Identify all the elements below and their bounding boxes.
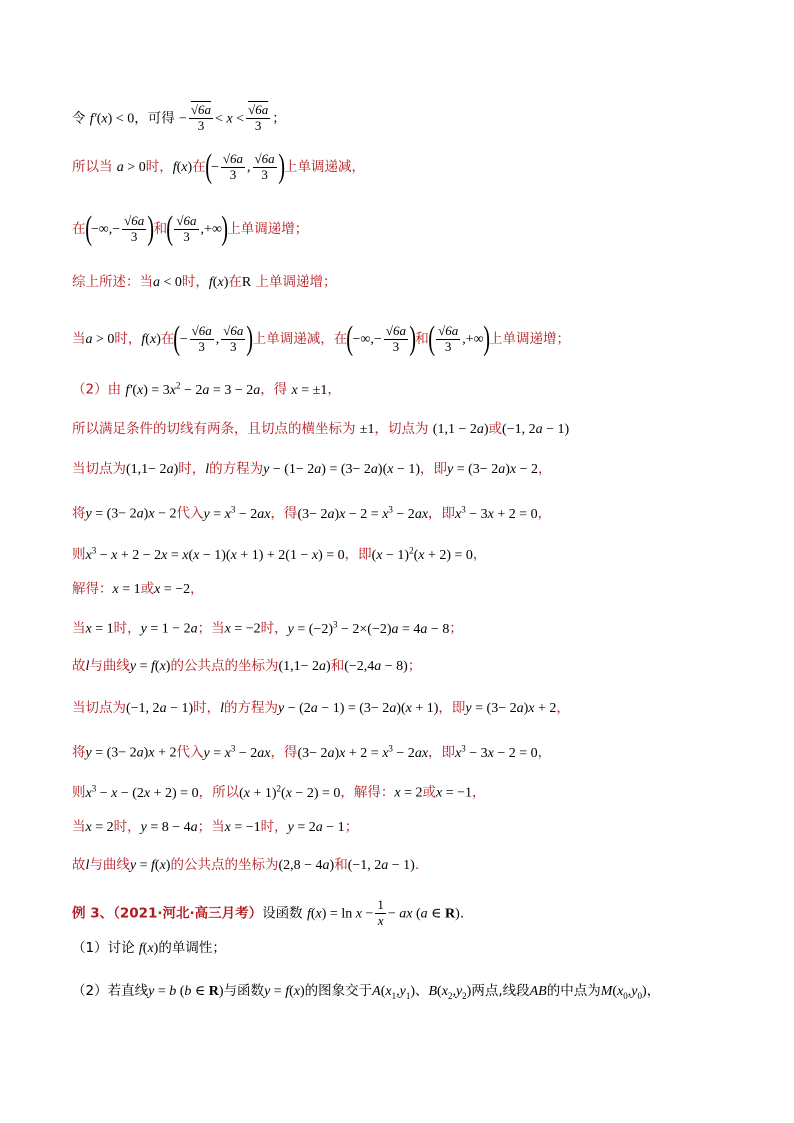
line-4: 综上所述：当a < 0时，f(x)在R 上单调递增； xyxy=(72,274,337,290)
line-18: 故l与曲线y = f(x)的公共点的坐标为(2,8 − 4a)和(−1, 2a − 1). xyxy=(72,857,420,873)
question-1: （1）讨论 f(x)的单调性； xyxy=(72,940,226,956)
line-2: 所以当 a > 0时，f(x)在(− $\frac{√6a}{3}$ , $\frac{√6a}{3}$ )上单调递减， xyxy=(72,148,365,185)
line-17: 当x = 2时，y = 8 − 4a；当x = −1时，y = 2a − 1； xyxy=(72,819,359,835)
line-1: 令 f′(x) < 0，可得 − $\frac{√6a}{3}$ < x < $\frac{√6a}{3}$ ； xyxy=(72,102,286,133)
line-6: （2）由 $f'(x) = 3x^2 - 2a = 3 - 2a$，得 x = ±1， xyxy=(72,380,341,398)
line-14: 当切点为(−1, 2a − 1)时，l的方程为y − (2a − 1) = (3− 2a)(x + 1)，即y = (3− 2a)x + 2， xyxy=(72,700,570,716)
line-13: 故l与曲线y = f(x)的公共点的坐标为(1,1− 2a)和(−2,4a − 8)； xyxy=(72,658,422,674)
line-12: 当x = 1时，y = 1 − 2a；当x = −2时，$y = (-2)^3 - 2\times(-2)a = 4a - 8$； xyxy=(72,619,463,637)
line-3: 在(−∞,− $\frac{√6a}{3}$ )和( $\frac{√6a}{3}$ ,+∞)上单调递增； xyxy=(72,210,309,247)
line-5: 当a > 0时，f(x)在(− $\frac{√6a}{3}$ , $\frac{√6a}{3}$ )上单调递减，在(−∞,− $\frac{√6a}{3}$ )和( $\frac{√6a}{3}$ ,+∞)上单调递增； xyxy=(72,320,570,357)
line-9: 将y = (3− 2a)x − 2代入$y = x^3 - 2ax$，得$(3- 2a)x - 2 = x^3 - 2ax$，即$x^3 - 3x + 2 = 0$， xyxy=(72,504,552,522)
line-11: 解得：x = 1或x = −2， xyxy=(72,581,204,597)
line-16: 则$x^3 - x - (2x + 2) = 0$，所以$(x + 1)^2(x - 2) = 0$，解得：x = 2或x = −1， xyxy=(72,783,486,801)
question-2: （2）若直线y = b (b ∈ R)与函数y = f(x)的图象交于$A(x_1,y_1)$、$B(x_2,y_2)$两点,线段AB的中点为$M(x_0,y_0)$， xyxy=(72,983,661,1001)
line-8: 当切点为(1,1− 2a)时，l的方程为y − (1− 2a) = (3− 2a)(x − 1)，即y = (3− 2a)x − 2， xyxy=(72,461,552,477)
line-15: 将y = (3− 2a)x + 2代入$y = x^3 - 2ax$，得$(3- 2a)x + 2 = x^3 - 2ax$，即$x^3 - 3x - 2 = 0$， xyxy=(72,743,552,761)
line-10: 则$x^3 - x + 2 - 2x = x(x - 1)(x + 1) + 2(1 - x) = 0$，即$(x - 1)^2(x + 2) = 0$， xyxy=(72,545,487,563)
line-7: 所以满足条件的切线有两条，且切点的横坐标为 ±1，切点为 (1,1 − 2a)或(−1, 2a − 1) xyxy=(72,421,570,437)
example-3-heading: 例 3、（2021·河北·高三月考）设函数 f(x) = ln x − $\frac{1}{x}$ − ax (a ∈ R). xyxy=(72,897,465,928)
